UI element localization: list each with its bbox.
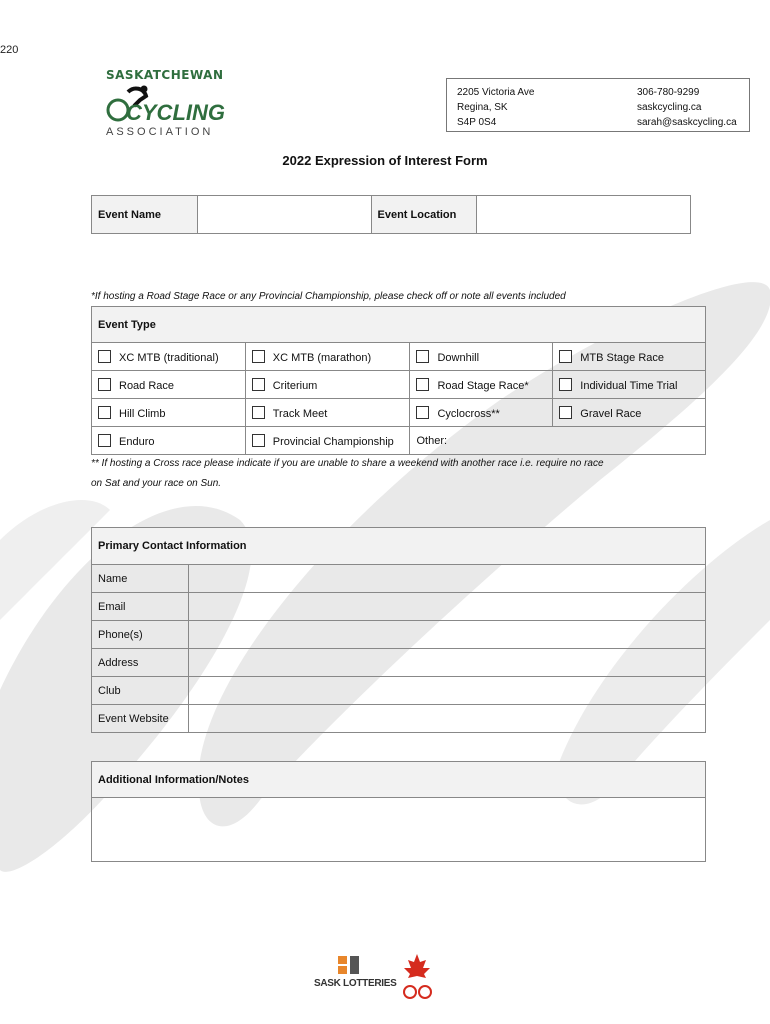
event-name-field[interactable]: [197, 196, 371, 234]
contact-website-field[interactable]: [189, 705, 706, 733]
contact-club-field[interactable]: [189, 677, 706, 705]
contact-name-field[interactable]: [189, 565, 706, 593]
option-cyclocross[interactable]: Cyclocross**: [410, 399, 553, 427]
option-xc-mtb-traditional[interactable]: XC MTB (traditional): [92, 343, 246, 371]
event-type-row: [92, 343, 706, 371]
checkbox-icon[interactable]: [98, 434, 111, 447]
checkbox-icon[interactable]: [252, 350, 265, 363]
option-track-meet[interactable]: Track Meet: [245, 399, 410, 427]
page-number: 220: [0, 44, 19, 56]
option-enduro[interactable]: Enduro: [92, 427, 246, 455]
contact-column: [637, 85, 737, 130]
saskatchewan-cycling-logo: [100, 60, 230, 142]
contact-phone-label: Phone(s): [92, 621, 189, 649]
other-field[interactable]: [410, 427, 706, 455]
other-label: Other:: [416, 434, 448, 447]
contact-row: [92, 677, 706, 705]
sask-lotteries-text: SASK LOTTERIES: [314, 978, 397, 989]
contact-row: [92, 565, 706, 593]
website-link[interactable]: saskcycling.ca: [637, 102, 702, 113]
sask-lotteries-icon: [336, 954, 362, 976]
phone-number: 306-780-9299: [637, 87, 700, 98]
checkbox-icon[interactable]: [416, 406, 429, 419]
checkbox-icon[interactable]: [416, 378, 429, 391]
event-type-header: Event Type: [92, 307, 706, 343]
event-location-field[interactable]: [477, 196, 691, 234]
logo-bottom-text: ASSOCIATION: [106, 126, 214, 138]
postal-code: S4P 0S4: [457, 117, 497, 128]
address-box: [446, 78, 750, 132]
contact-row: [92, 593, 706, 621]
contact-email-label: Email: [92, 593, 189, 621]
option-individual-time-trial[interactable]: Individual Time Trial: [553, 371, 706, 399]
checkbox-icon[interactable]: [252, 378, 265, 391]
cross-race-note-line2: on Sat and your race on Sun.: [91, 478, 222, 489]
contact-phone-field[interactable]: [189, 621, 706, 649]
event-type-row: [92, 399, 706, 427]
street-address: 2205 Victoria Ave: [457, 87, 535, 98]
contact-name-label: Name: [92, 565, 189, 593]
option-xc-mtb-marathon[interactable]: XC MTB (marathon): [245, 343, 410, 371]
option-mtb-stage-race[interactable]: MTB Stage Race: [553, 343, 706, 371]
option-criterium[interactable]: Criterium: [245, 371, 410, 399]
checkbox-icon[interactable]: [252, 406, 265, 419]
checkbox-icon[interactable]: [416, 350, 429, 363]
contact-address-label: Address: [92, 649, 189, 677]
contact-row: [92, 621, 706, 649]
event-type-row: [92, 371, 706, 399]
option-hill-climb[interactable]: Hill Climb: [92, 399, 246, 427]
logo-mid-text: CYCLING: [126, 100, 225, 125]
event-type-table: [91, 306, 706, 455]
cross-race-note-line1: ** If hosting a Cross race please indicate if you are unable to share a weekend with another race i.e. require no race: [91, 458, 604, 469]
notes-field[interactable]: [92, 798, 706, 862]
footer-logos: [310, 950, 440, 1005]
contact-club-label: Club: [92, 677, 189, 705]
contact-address-field[interactable]: [189, 649, 706, 677]
stage-race-note: *If hosting a Road Stage Race or any Provincial Championship, please check off or note all events included: [91, 291, 566, 302]
contact-table: [91, 527, 706, 733]
option-downhill[interactable]: Downhill: [410, 343, 553, 371]
address-column: [457, 85, 534, 130]
notes-table: [91, 761, 706, 862]
event-type-row: [92, 427, 706, 455]
contact-header: Primary Contact Information: [92, 528, 706, 565]
email-link[interactable]: sarah@saskcycling.ca: [637, 117, 737, 128]
checkbox-icon[interactable]: [98, 378, 111, 391]
checkbox-icon[interactable]: [98, 406, 111, 419]
checkbox-icon[interactable]: [559, 378, 572, 391]
option-road-race[interactable]: Road Race: [92, 371, 246, 399]
event-location-label: Event Location: [371, 196, 477, 234]
logo-top-text: SASKATCHEWAN: [106, 68, 224, 82]
contact-email-field[interactable]: [189, 593, 706, 621]
checkbox-icon[interactable]: [559, 350, 572, 363]
checkbox-icon[interactable]: [559, 406, 572, 419]
notes-header: Additional Information/Notes: [92, 762, 706, 798]
city-address: Regina, SK: [457, 102, 508, 113]
event-table: [91, 195, 691, 234]
event-name-label: Event Name: [92, 196, 198, 234]
maple-leaf-icon: [400, 952, 434, 1002]
checkbox-icon[interactable]: [252, 434, 265, 447]
contact-row: [92, 705, 706, 733]
contact-row: [92, 649, 706, 677]
form-title: 2022 Expression of Interest Form: [282, 153, 488, 168]
option-provincial-championship[interactable]: Provincial Championship: [245, 427, 410, 455]
contact-website-label: Event Website: [92, 705, 189, 733]
option-gravel-race[interactable]: Gravel Race: [553, 399, 706, 427]
checkbox-icon[interactable]: [98, 350, 111, 363]
option-road-stage-race[interactable]: Road Stage Race*: [410, 371, 553, 399]
